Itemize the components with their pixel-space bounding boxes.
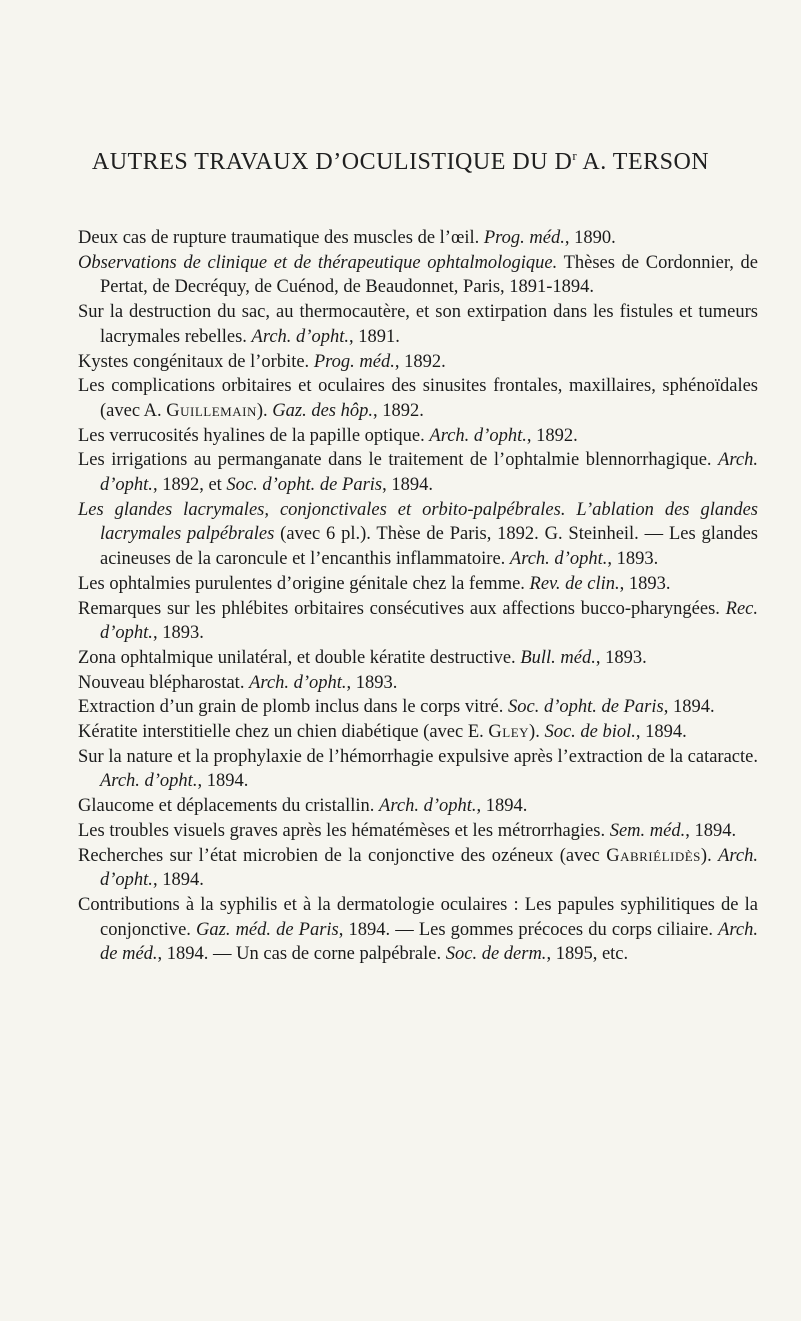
entry-text: Remarques sur les phlébites orbitaires consécutives aux affections bucco-pharyngées. <box>78 598 726 619</box>
bibliography-entry-4 <box>78 350 758 375</box>
bibliography-entry-15 <box>78 745 758 794</box>
entry-text: Les ophtalmies purulentes d’origine génitale chez la femme. <box>78 573 530 594</box>
entry-text: , 1893. <box>346 672 398 693</box>
entry-text: Sur la nature et la prophylaxie de l’hémorrhagie expulsive après l’extraction de la cataracte. <box>78 746 758 767</box>
entry-text: Deux cas de rupture traumatique des muscles de l’œil. <box>78 228 484 248</box>
entry-text: Zona ophtalmique unilatéral, et double kératite destructive. <box>78 647 521 668</box>
entry-text: , 1894. — Un cas de corne palpébrale. <box>157 944 446 965</box>
entry-text: Contributions à la syphilis et à la dermatologie oculaires : Les papules syphilitiques de la conjonctive. <box>78 894 758 940</box>
entry-text: , 1895, etc. <box>546 944 629 965</box>
journal-title: Gaz. des hôp. <box>272 400 373 421</box>
work-title: Les glandes lacrymales, conjonctivales et orbito-palpébrales. L’ablation des glandes lacrymales palpébrales <box>78 499 758 545</box>
journal-title: Arch. d’opht. <box>100 845 758 891</box>
bibliography-entry-8 <box>78 498 758 572</box>
entry-text: , 1892. <box>394 351 446 372</box>
coauthor-name: Gley <box>488 722 530 743</box>
entry-text: , 1892. <box>373 400 424 421</box>
journal-title: Arch. d’opht. <box>100 450 758 496</box>
entry-text: ). <box>256 400 273 421</box>
bibliography-entry-18 <box>78 844 758 893</box>
entry-text: , 1893. <box>607 549 659 570</box>
journal-title: Arch. d’opht. <box>429 425 527 446</box>
bibliography-entry-5 <box>78 374 758 423</box>
journal-title: Arch. d’opht. <box>100 771 198 792</box>
entry-text: , 1894. <box>663 697 715 718</box>
bibliography-entry-1 <box>78 226 758 251</box>
journal-title: Prog. méd. <box>483 228 565 248</box>
journal-title: Sem. méd. <box>609 820 686 841</box>
title-sup: r <box>572 148 578 163</box>
bibliography-entry-7 <box>78 448 758 497</box>
entry-text: (avec 6 pl.). Thèse de Paris, 1892. G. Steinheil. — Les glandes acineuses de la caroncule et l’encanthis inflammatoire. <box>100 524 759 570</box>
bibliography-entry-10 <box>78 597 758 646</box>
entry-text: , 1894. <box>197 771 249 792</box>
entry-text: Glaucome et déplacements du cristallin. <box>78 796 380 817</box>
entry-text: ). <box>700 845 719 866</box>
entry-text: , 1892, et <box>152 475 227 496</box>
bibliography-entry-17 <box>78 819 758 844</box>
bibliography-list <box>78 226 758 967</box>
entry-text: Kératite interstitielle chez un chien diabétique (avec E. <box>78 722 489 743</box>
entry-text: , 1894. — Les gommes précoces du corps ciliaire. <box>338 919 719 940</box>
entry-text: , 1894. <box>382 475 433 496</box>
bibliography-entry-16 <box>78 794 758 819</box>
coauthor-name: Gabriélidès <box>606 845 701 866</box>
journal-title: Arch. de méd. <box>100 919 758 965</box>
journal-title: Soc. d’opht. de Paris <box>226 475 383 496</box>
entry-text: Nouveau blépharostat. <box>78 672 250 693</box>
coauthor-name: Guillemain <box>166 400 257 421</box>
entry-text: , 1890. <box>564 228 616 248</box>
entry-text: Extraction d’un grain de plomb inclus dans le corps vitré. <box>78 697 509 718</box>
entry-text: Sur la destruction du sac, au thermocautère, et son extirpation dans les fistules et tumeurs lacrymales rebelles. <box>78 302 758 347</box>
entry-text: , 1893. <box>619 573 671 594</box>
entry-text: Les verrucosités hyalines de la papille optique. <box>78 425 430 446</box>
entry-text: , 1894. <box>476 796 528 817</box>
entry-text: Les troubles visuels graves après les hématémèses et les métrorrhagies. <box>78 820 610 841</box>
journal-title: Soc. de derm. <box>445 944 547 965</box>
work-title: Observations de clinique et de thérapeutique ophtalmologique. <box>78 252 558 273</box>
bibliography-entry-3 <box>78 300 758 349</box>
entry-text: Les complications orbitaires et oculaires des sinusites frontales, maxillaires, sphénoïdales (avec A. <box>78 376 758 421</box>
journal-title: Prog. méd. <box>313 351 395 372</box>
page-title <box>0 148 801 176</box>
entry-text: Recherches sur l’état microbien de la conjonctive des ozéneux (avec <box>78 845 607 866</box>
journal-title: Arch. d’opht. <box>249 672 347 693</box>
journal-title: Rev. de clin. <box>529 573 620 594</box>
entry-text: , 1892. <box>526 425 578 446</box>
bibliography-entry-12 <box>78 671 758 696</box>
journal-title: Arch. d’opht. <box>509 549 608 570</box>
bibliography-entry-6 <box>78 424 758 449</box>
journal-title: Soc. de biol. <box>544 722 636 743</box>
entry-text: Thèses de Cordonnier, de Pertat, de Decréquy, de Cuénod, de Beaudonnet, Paris, 1891-1894. <box>100 252 758 298</box>
title-end: A. TERSON <box>577 149 710 175</box>
entry-text: Kystes congénitaux de l’orbite. <box>78 351 314 372</box>
title-main: AUTRES TRAVAUX D’OCULISTIQUE DU D <box>91 149 573 175</box>
entry-text: , 1893. <box>152 623 204 644</box>
journal-title: Arch. d’opht. <box>379 796 477 817</box>
entry-text: , 1894. <box>635 722 687 743</box>
bibliography-entry-19 <box>78 893 758 967</box>
entry-text: ). <box>529 722 545 743</box>
entry-text: , 1893. <box>595 647 647 668</box>
journal-title: Rec. d’opht. <box>100 598 758 644</box>
entry-text: , 1894. <box>152 870 204 891</box>
bibliography-entry-11 <box>78 646 758 671</box>
journal-title: Bull. méd. <box>520 647 596 668</box>
entry-text: , 1894. <box>685 820 737 841</box>
journal-title: Gaz. méd. de Paris <box>196 919 339 940</box>
bibliography-entry-14 <box>78 720 758 745</box>
entry-text: , 1891. <box>348 326 400 347</box>
bibliography-entry-2 <box>78 251 758 300</box>
journal-title: Arch. d’opht. <box>251 326 349 347</box>
bibliography-entry-13 <box>78 695 758 720</box>
bibliography-entry-9 <box>78 572 758 597</box>
entry-text: Les irrigations au permanganate dans le traitement de l’ophtalmie blennorrhagique. <box>78 450 719 471</box>
journal-title: Soc. d’opht. de Paris <box>508 697 664 718</box>
